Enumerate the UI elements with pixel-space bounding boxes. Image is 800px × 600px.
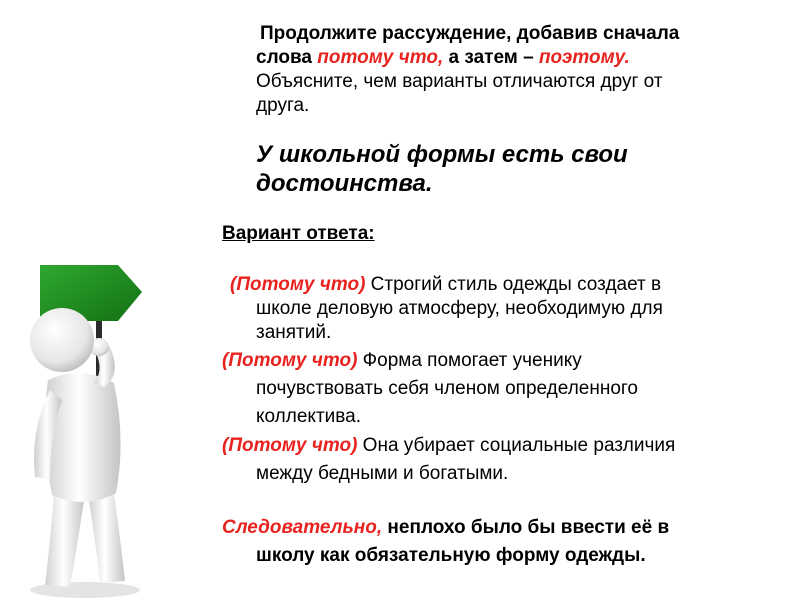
- reason-item-2: (Потому что) Форма помогает ученику почувствовать себя членом определенного коллектива.: [222, 350, 638, 427]
- task-instructions: [256, 22, 776, 118]
- reason-marker: (Потому что): [222, 435, 358, 456]
- answer-heading: Вариант ответа:: [222, 223, 375, 244]
- reason-item-1: (Потому что) Строгий стиль одежды создает в школе деловую атмосферу, необходимую для занятий.: [230, 274, 663, 343]
- task-line-3: Объясните, чем варианты отличаются друг от: [256, 71, 663, 92]
- conclusion: Следовательно, неплохо было бы ввести её в школу как обязательную форму одежды.: [222, 517, 670, 566]
- keyword-therefore: поэтому.: [538, 47, 630, 68]
- person-with-arrow-sign-illustration: [0, 255, 185, 600]
- reason-marker: (Потому что): [222, 350, 358, 371]
- task-line-2: слова потому что, а затем – поэтому.: [256, 47, 630, 68]
- reason-marker: (Потому что): [230, 274, 366, 295]
- keyword-because: потому что,: [317, 47, 444, 68]
- thesis-statement: У школьной формы есть свои достоинства.: [256, 141, 628, 197]
- reason-item-3: (Потому что) Она убирает социальные различия между бедными и богатыми.: [222, 435, 676, 484]
- task-line-1: Продолжите рассуждение, добавив сначала: [260, 23, 680, 44]
- conclusion-marker: Следовательно,: [222, 517, 383, 538]
- task-line-4: друга.: [256, 95, 310, 116]
